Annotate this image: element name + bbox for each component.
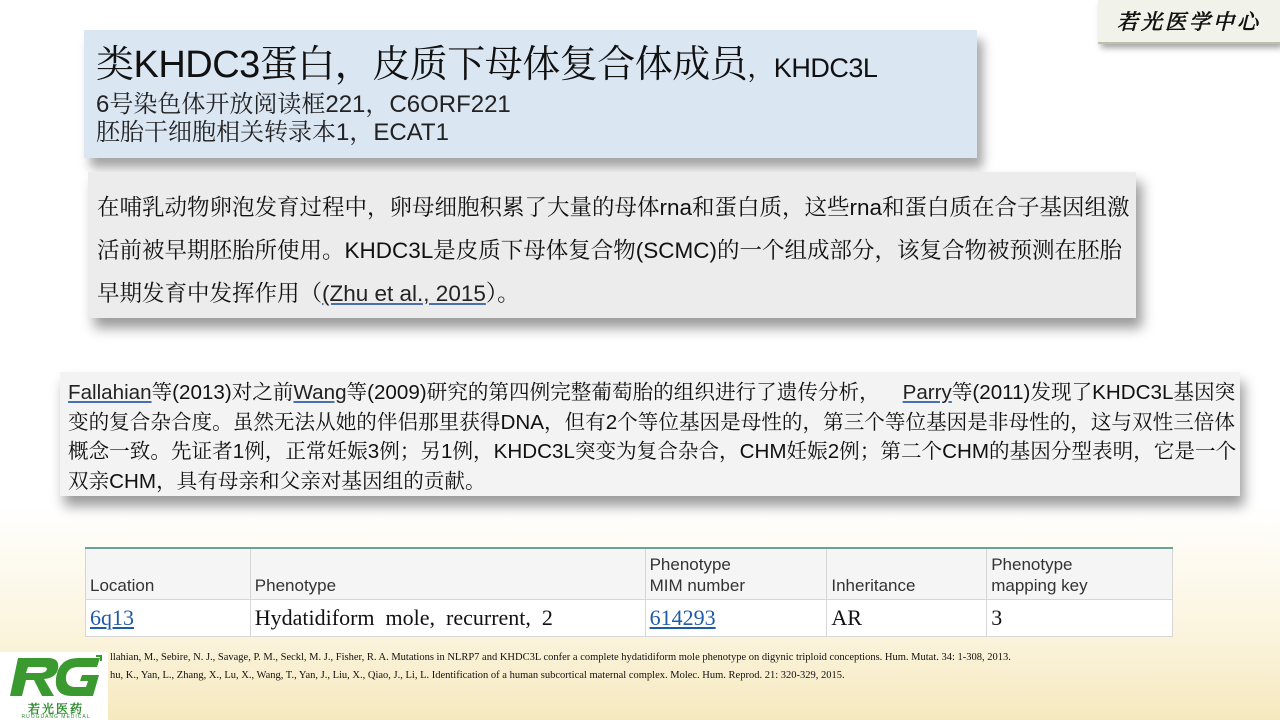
- genetics-text-3: 等(2011)发现了KHDC3L基因突变的复合杂合度。虽然无法从她的伴侣那里获得DNA，但有2个等位基因是母性的，第三个等位基因是非母性的，这与双性三倍体概念一致。先证者1例，正常妊娠3例；另1例，KHDC3L突变为复合杂合，CHM妊娠2例；第二个CHM的基因分型表明，它是一个双亲CHM，具有母亲和父亲对基因组的贡献。: [68, 381, 1237, 493]
- title-alias-1: 6号染色体开放阅读框221，C6ORF221: [96, 91, 511, 118]
- intro-tail: ）。: [485, 281, 520, 306]
- logo-subtext: RUOGUANG MEDICAL: [21, 714, 91, 720]
- citation-link-zhu[interactable]: (Zhu et al., 2015: [322, 281, 486, 306]
- genetics-paragraph: [60, 372, 1240, 496]
- logo-name: 若光医药: [27, 702, 84, 716]
- header-mim-line2: MIM number: [649, 575, 745, 595]
- header-mim-number: [645, 548, 827, 599]
- phenotype-table: [85, 547, 1173, 637]
- intro-text: 在哺乳动物卵泡发育过程中，卵母细胞积累了大量的母体rna和蛋白质，这些rna和蛋白质在合子基因组激活前被早期胚胎所使用。KHDC3L是皮质下母体复合物(SCMC)的一个组成部分，该复合物被预测在胚胎早期发育中发挥作用（: [97, 195, 1130, 306]
- header-mapping-key: [987, 548, 1173, 599]
- title-alias-2: 胚胎干细胞相关转录本1，ECAT1: [96, 119, 449, 146]
- references: [110, 651, 1200, 687]
- company-logo: [0, 652, 108, 720]
- title-gene-symbol: ，KHDC3L: [747, 53, 878, 83]
- table-header-row: [86, 548, 1173, 599]
- header-location: Location: [86, 548, 251, 599]
- reference-1: llahian, M., Sebire, N. J., Savage, P. M., Seckl, M. J., Fisher, R. A. Mutations in NLRP7 and KHDC3L confer a complete hydatidiform mole phenotype on digynic triploid conceptions. Hum. Mutat. 34: 1-308, 2013.: [110, 652, 1011, 663]
- header-key-line2: mapping key: [991, 575, 1088, 595]
- genetics-text-1: 等(2013)对之前: [151, 381, 294, 404]
- brand-tag: 若光医学中心: [1098, 0, 1280, 44]
- link-fallahian[interactable]: Fallahian: [68, 381, 152, 404]
- genetics-text-2: 等(2009)研究的第四例完整葡萄胎的组织进行了遗传分析，: [346, 381, 880, 404]
- rg-logo-icon: [4, 654, 104, 700]
- cell-mim: [645, 599, 827, 636]
- title-box: [84, 30, 977, 158]
- cell-mapping-key: 3: [987, 599, 1173, 636]
- reference-2: hu, K., Yan, L., Zhang, X., Lu, X., Wang, T., Yan, J., Liu, X., Qiao, J., Li, L. Identification of a human subcortical maternal complex. Molec. Hum. Reprod. 21: 320-329, 2015.: [110, 670, 845, 681]
- mim-number-link[interactable]: 614293: [649, 604, 716, 630]
- table-row: [86, 599, 1173, 636]
- header-key-line1: Phenotype: [991, 554, 1073, 574]
- cell-inheritance: AR: [827, 599, 987, 636]
- intro-paragraph: [88, 172, 1136, 318]
- location-link[interactable]: 6q13: [90, 604, 134, 630]
- cell-location: [86, 599, 251, 636]
- link-wang[interactable]: Wang: [293, 381, 347, 404]
- link-parry[interactable]: Parry: [902, 381, 952, 404]
- header-mim-line1: Phenotype: [649, 554, 731, 574]
- cell-phenotype: Hydatidiform mole, recurrent, 2: [250, 599, 645, 636]
- header-phenotype: Phenotype: [250, 548, 645, 599]
- page-title: [96, 42, 977, 91]
- header-inheritance: Inheritance: [827, 548, 987, 599]
- title-main: 类KHDC3蛋白，皮质下母体复合体成员: [96, 44, 748, 86]
